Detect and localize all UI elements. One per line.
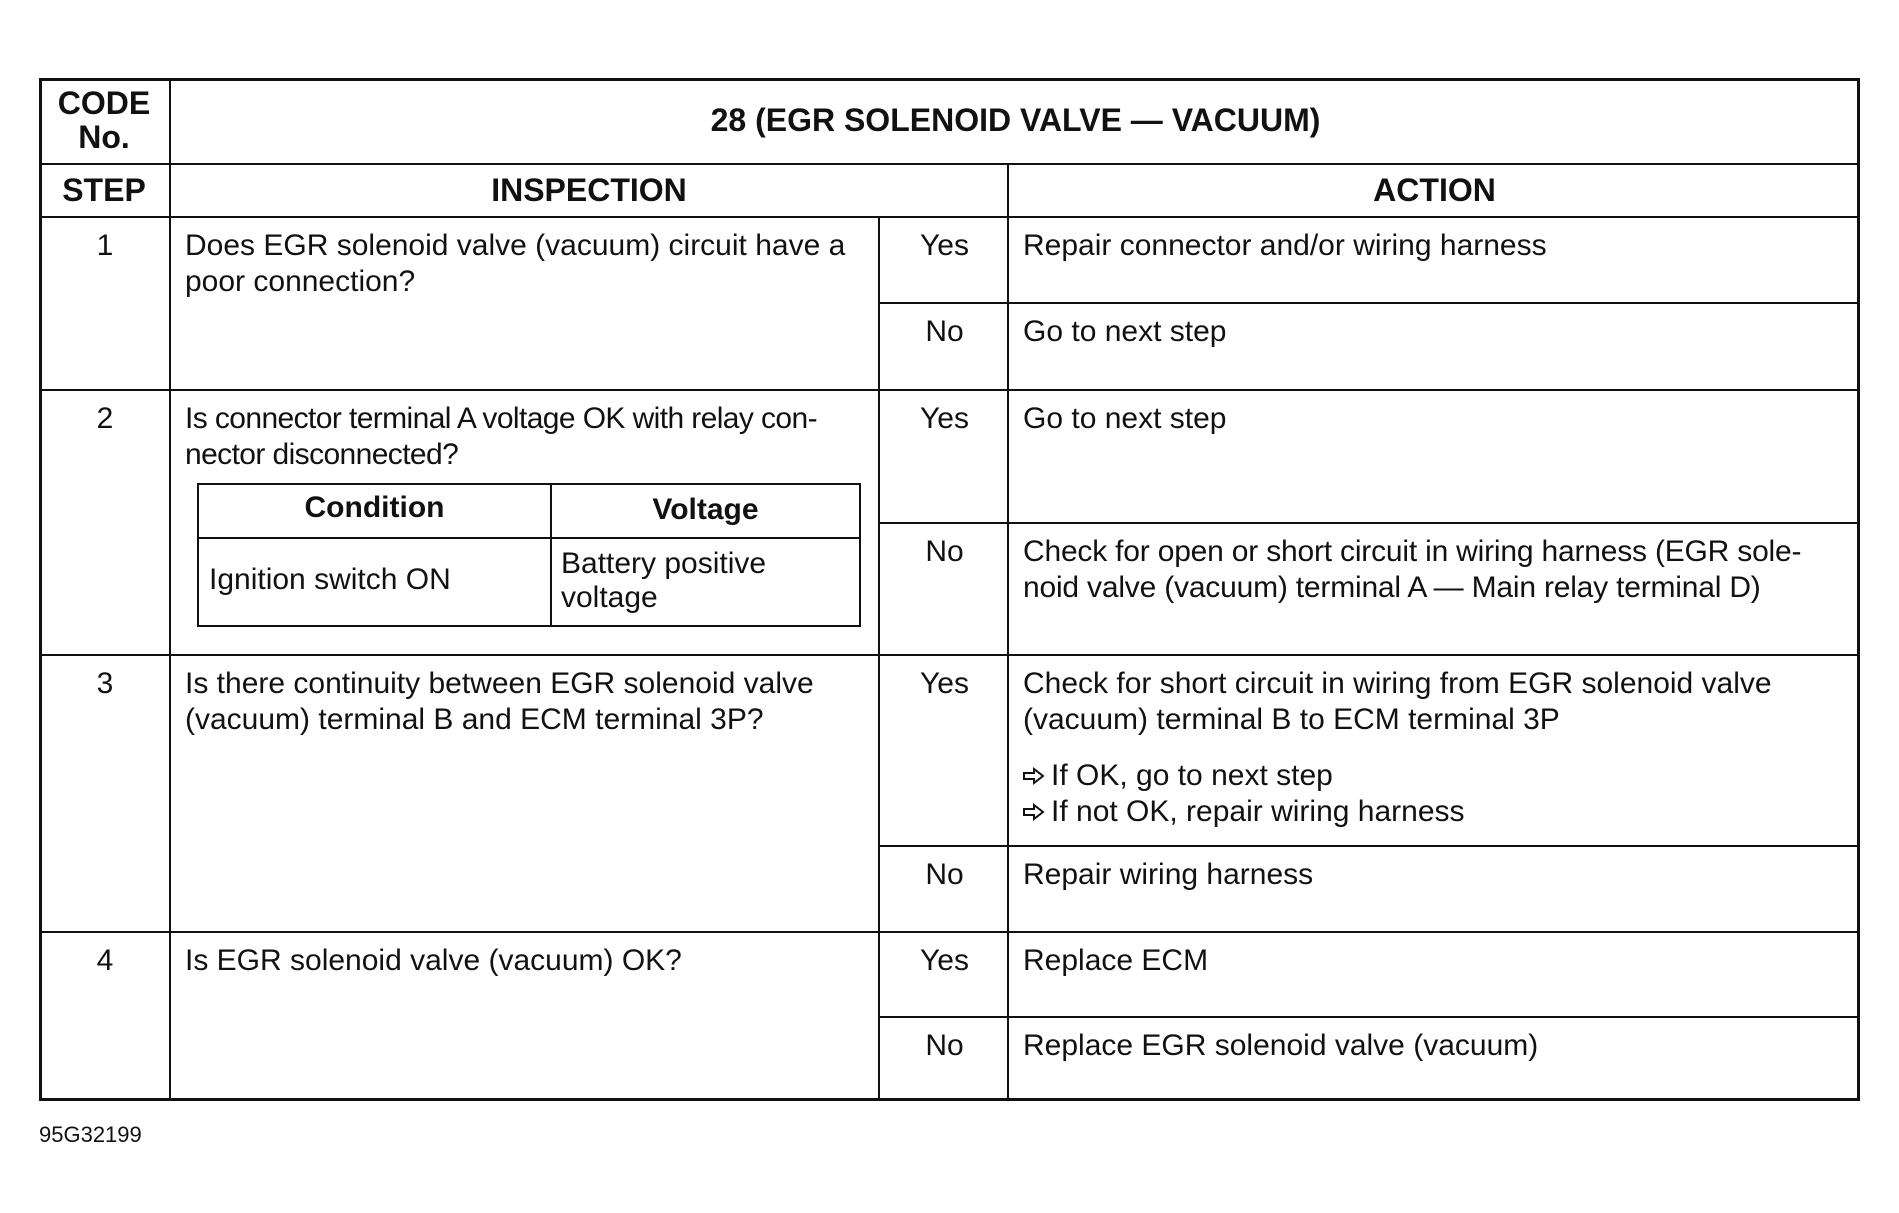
right-hollow-arrow-icon <box>1023 794 1051 830</box>
code-title: 28 (EGR SOLENOID VALVE — VACUUM) <box>710 101 1321 138</box>
yes-action-block <box>1009 656 1860 830</box>
if-not-ok-text: If not OK, repair wiring harness <box>1051 795 1465 828</box>
inspection-column-header: INSPECTION <box>491 171 687 208</box>
inspection-question: Is EGR solenoid valve (vacuum) OK? <box>185 944 682 977</box>
yes-label: Yes <box>920 667 969 700</box>
no-action: Go to next step <box>1023 315 1227 348</box>
yes-label: Yes <box>920 944 969 977</box>
condition-header: Condition <box>304 491 445 524</box>
no-label: No <box>925 1029 964 1062</box>
no-label: No <box>925 315 964 348</box>
voltage-value: Battery positive voltage <box>561 547 767 614</box>
diagnostic-table <box>39 78 1860 1101</box>
no-action: Repair wiring harness <box>1023 858 1314 891</box>
if-ok-item <box>1009 738 1860 794</box>
condition-value: Ignition switch ON <box>209 563 451 596</box>
right-hollow-arrow-icon <box>1023 758 1051 794</box>
no-action: Replace EGR solenoid valve (vacuum) <box>1023 1029 1539 1062</box>
no-label: No <box>925 858 964 891</box>
inspection-question: Does EGR solenoid valve (vacuum) circuit have a poor connection? <box>185 229 846 298</box>
yes-label: Yes <box>920 229 969 262</box>
yes-action: Check for short circuit in wiring from EGR solenoid valve (vacuum) terminal B to ECM terminal 3P <box>1023 667 1772 736</box>
step-column-header: STEP <box>62 171 146 208</box>
yes-action: Replace ECM <box>1023 944 1209 977</box>
action-column-header: ACTION <box>1373 171 1496 208</box>
yes-label: Yes <box>920 402 969 435</box>
no-label: No <box>925 535 964 568</box>
step-number: 3 <box>96 667 114 700</box>
code-number-label: CODE No. <box>57 84 151 155</box>
inspection-question: Is connector terminal A voltage OK with relay con-nector disconnected? <box>185 402 817 471</box>
if-ok-text: If OK, go to next step <box>1051 759 1333 792</box>
step-number: 1 <box>96 229 114 262</box>
voltage-header: Voltage <box>652 493 759 526</box>
no-action: Check for open or short circuit in wiring harness (EGR sole-noid valve (vacuum) terminal A — Main relay terminal D) <box>1023 535 1802 604</box>
if-not-ok-item <box>1009 794 1860 830</box>
step-number: 4 <box>96 944 114 977</box>
inspection-question: Is there continuity between EGR solenoid valve (vacuum) terminal B and ECM terminal 3P? <box>185 667 814 736</box>
yes-action: Repair connector and/or wiring harness <box>1023 229 1547 262</box>
condition-voltage-table <box>197 483 861 627</box>
yes-action: Go to next step <box>1023 402 1227 435</box>
step-number: 2 <box>96 402 114 435</box>
figure-id: 95G32199 <box>39 1122 142 1147</box>
